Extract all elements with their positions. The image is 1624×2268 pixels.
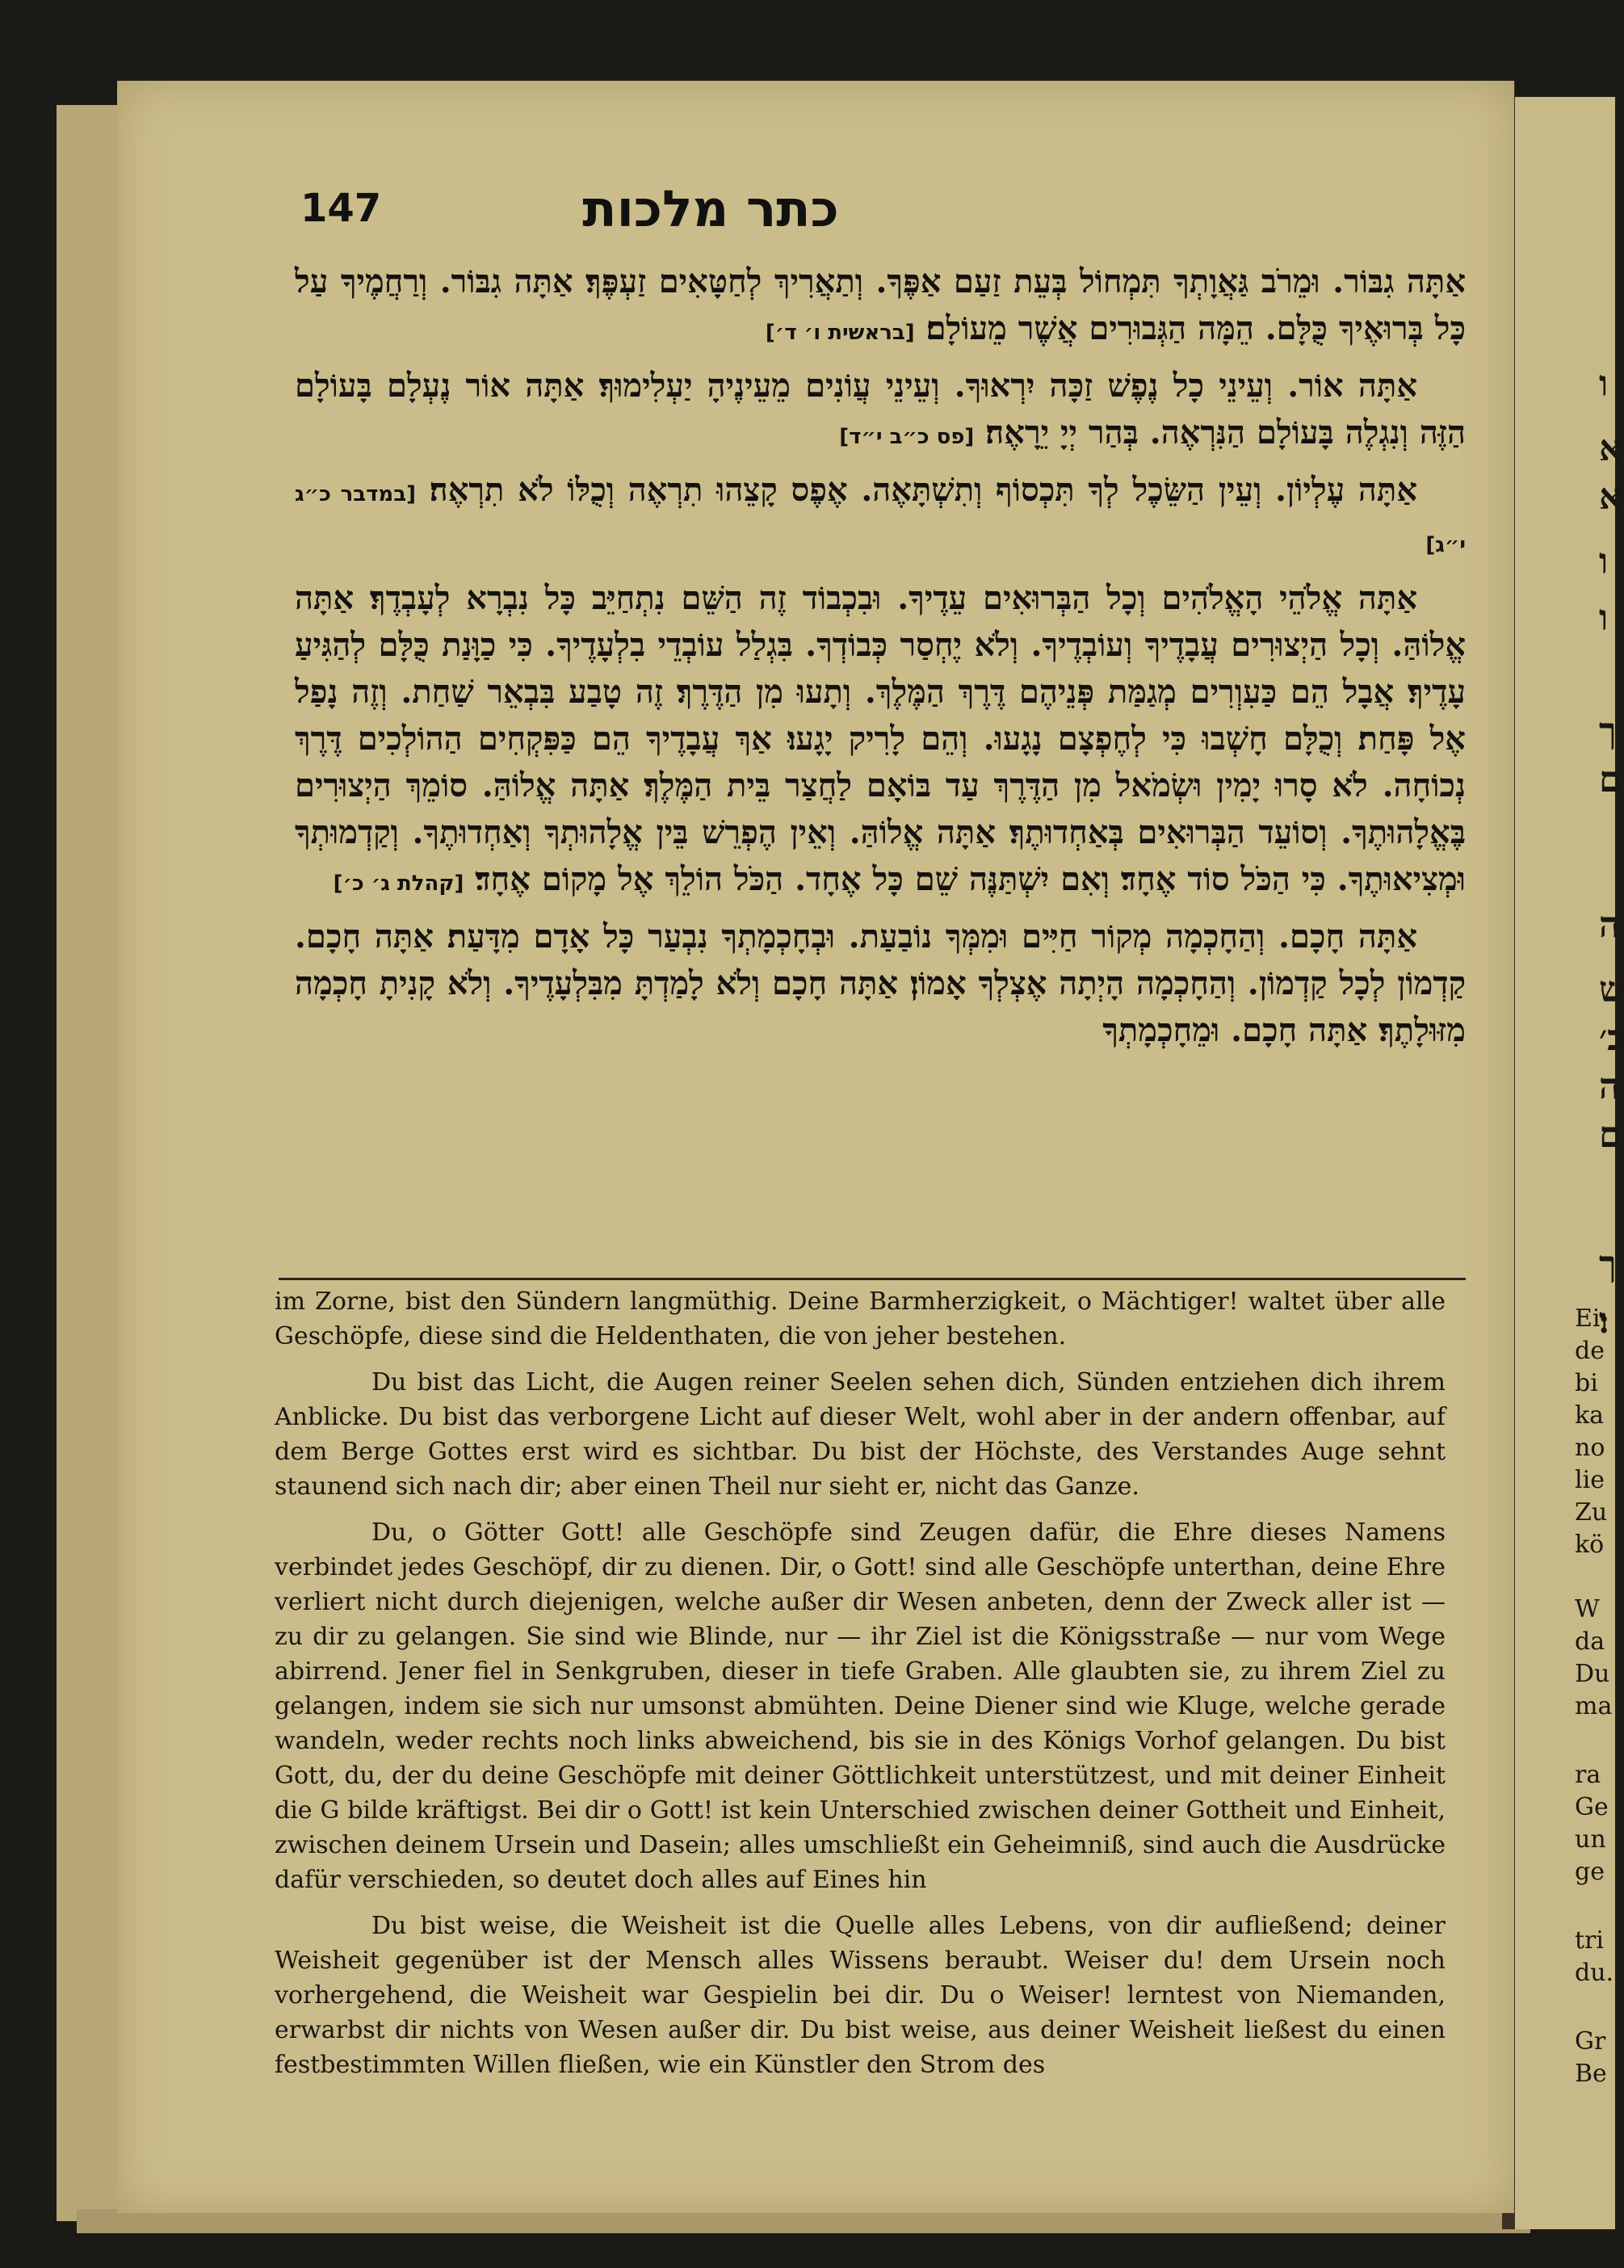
facing-page-hebrew-glyph: ו: [1599, 598, 1609, 639]
facing-page-german-fragment: Ge: [1575, 1793, 1609, 1821]
facing-page-hebrew-glyph: ך: [1599, 1244, 1617, 1285]
facing-page-hebrew-glyph: א: [1599, 477, 1622, 518]
facing-page-hebrew-glyph: ו: [1599, 363, 1609, 405]
facing-page-german-fragment: W: [1575, 1595, 1600, 1623]
german-paragraph: im Zorne, bist den Sündern langmüthig. Deine Barmherzigkeit, o Mächtiger! waltet über alle Geschöpfe, diese sind die Heldenthaten, die von jeher bestehen.: [275, 1287, 1446, 1350]
facing-page-hebrew-glyph: ך: [1599, 711, 1617, 752]
facing-page-hebrew-glyph: א: [1599, 428, 1622, 469]
page-number: 147: [300, 186, 382, 231]
facing-page-hebrew-glyph: ם: [1599, 759, 1622, 800]
facing-page-german-fragment: Ei: [1575, 1304, 1601, 1333]
facing-page-german-fragment: Du: [1575, 1660, 1610, 1688]
hebrew-paragraph: אַתָּה אֱלֹהֵי הָאֱלֹהִים וְכָל הַבְּרוּאִים עֵדֶיךָ. וּבִכְבוֹד זֶה הַשֵּׁם נִתְחַיֵּב כָּל נִבְרָא לְעָבְדֶךָ׃ אַתָּה אֱלוֹהַּ. וְכָל הַיְצוּרִים עֲבָדֶיךָ וְעוֹבְדֶיךָ. וְלֹא יֶחְסַר כְּבוֹדְךָ. בִּגְלַל עוֹבְדֵי בִלְעָדֶיךָ. כִּי כַוָּנַת כֻּלָּם לְהַגִּיעַ עָדֶיךָ׃ אֲבָל הֵם כַּעִוְרִים מְגַמַּת פְּנֵיהֶם דֶּרֶךְ הַמֶּלֶךְ. וְתָעוּ מִן הַדֶּרֶךְ׃ זֶה טָבַע בִּבְאֵר שַׁחַת. וְזֶה נָפַל אֶל פָּחַת׃ וְכֻלָּם חָשְׁבוּ כִּי לְחֶפְצָם נָגָעוּ. וְהֵם לָרִיק יָגָעוּ׃ אַךְ עֲבָדֶיךָ הֵם כַּפִּקְחִים הַהוֹלְכִים דֶּרֶךְ נְכוֹחָה. לֹא סָרוּ יָמִין וּשְׂמֹאל מִן הַדֶּרֶךְ עַד בּוֹאָם לַחֲצַר בֵּית הַמֶּלֶךְ׃ אַתָּה אֱלוֹהַּ. סוֹמֵךְ הַיְצוּרִים בֶּאֱלָהוּתֶךָ. וְסוֹעֵד הַבְּרוּאִים בְּאַחְדוּתֶךָ׃ אַתָּה אֱלוֹהַּ. וְאֵין הֶפְרֵשׁ בֵּין אֱלָהוּתְךָ וְאַחְדוּתֶךָ. וְקַדְמוּתְךָ וּמְצִיאוּתֶךָ. כִּי הַכֹּל סוֹד אֶחָד׃ וְאִם יִשְׁתַּנֶּה שֵׁם כָּל אֶחָד. הַכֹּל הוֹלֵךְ אֶל מָקוֹם אֶחָד׃: [295, 579, 1466, 898]
facing-page-hebrew-glyph: ה: [1599, 905, 1620, 946]
german-translation-block: [275, 1284, 1446, 2094]
hebrew-paragraph: אַתָּה אוֹר. וְעֵינֵי כָל נֶפֶשׁ זַכָּה יִרְאוּךָ. וְעֵינֵי עֲוֹנִים מֵעֵינֶיהָ יַעְלִימוּךָ׃ אַתָּה אוֹר נֶעְלָם בָּעוֹלָם הַזֶּה וְנִגְלֶה בָּעוֹלָם הַנִּרְאֶה. בְּהַר יְיָ יֵרָאֶה׃: [295, 367, 1466, 452]
facing-page-german-fragment: bi: [1575, 1369, 1598, 1397]
section-divider: [279, 1278, 1466, 1280]
facing-page-german-fragment: ra: [1575, 1761, 1601, 1789]
facing-page-german-fragment: Be: [1575, 2060, 1607, 2088]
facing-page-german-fragment: un: [1575, 1825, 1606, 1854]
facing-page-german-fragment: du.: [1575, 1959, 1614, 1987]
german-paragraph: Du bist das Licht, die Augen reiner Seelen sehen dich, Sünden entziehen dich ihrem Anblicke. Du bist das verborgene Licht auf dieser Welt, wohl aber in der andern offenbar, auf dem Berge Gottes erst wird es sichtbar. Du bist der Höchste, des Verstandes Auge sehnt staunend sich nach dir; aber einen Theil nur sieht er, nicht das Ganze.: [275, 1368, 1446, 1501]
verse-reference: [במדבר כ״ג י״ג]: [295, 482, 1466, 557]
facing-page: [1509, 97, 1624, 2229]
verse-reference: [בראשית ו׳ ד׳]: [765, 321, 915, 345]
book-cover-edge: [57, 105, 125, 2221]
facing-page-german-fragment: ge: [1575, 1858, 1605, 1886]
facing-page-german-fragment: Gr: [1575, 2027, 1606, 2056]
facing-page-german-fragment: ma: [1575, 1692, 1613, 1720]
running-title: כתר מלכות: [582, 179, 839, 238]
facing-page-german-fragment: Zu: [1575, 1498, 1608, 1527]
hebrew-text-block: [295, 258, 1466, 1060]
facing-page-german-fragment: da: [1575, 1628, 1605, 1656]
facing-page-german-fragment: lie: [1575, 1466, 1605, 1494]
facing-page-german-fragment: no: [1575, 1434, 1605, 1462]
verse-reference: [פס כ״ב י״ד]: [839, 425, 975, 449]
facing-page-german-fragment: ka: [1575, 1401, 1605, 1430]
hebrew-paragraph: אַתָּה חָכָם. וְהַחָכְמָה מְקוֹר חַיִּים וּמִמְּךָ נוֹבַעַת. וּבְחָכְמָתְךָ נִבְעַר כָּל אָדָם מִדָּעַת׃ אַתָּה חָכָם. קַדְמוֹן לְכָל קַדְמוֹן. וְהַחָכְמָה הָיְתָה אֶצְלְךָ אָמוֹן׃ אַתָּה חָכָם וְלֹא לָמַדְתָּ מִבִּלְעָדֶיךָ. וְלֹא קָנִיתָ חָכְמָה מִזּוּלָתֶךָ׃ אַתָּה חָכָם. וּמֵחָכְמָתְךָ: [295, 918, 1466, 1049]
german-paragraph: Du, o Götter Gott! alle Geschöpfe sind Zeugen dafür, die Ehre dieses Namens verbindet jedes Geschöpf, dir zu dienen. Dir, o Gott! sind alle Geschöpfe unterthan, deine Ehre verliert nicht durch diejenigen, welche außer dir Wesen anbeten, denn der Zweck aller ist — zu dir zu gelangen. Sie sind wie Blinde, nur — ihr Ziel ist die Königsstraße — nur vom Wege abirrend. Jener fiel in Senkgruben, dieser in tiefe Graben. Alle glaubten sie, zu ihrem Ziel zu gelangen, indem sie sich nur umsonst abmühten. Deine Diener sind wie Kluge, welche gerade wandeln, weder rechts noch links abweichend, bis sie in des Königs Vorhof gelangen. Du bist Gott, du, der du deine Geschöpfe mit deiner Göttlichkeit unterstützest, und mit deiner Einheit die G bilde kräftigst. Bei dir o Gott! ist kein Unterschied zwischen deiner Gottheit und Einheit, zwischen deinem Ursein und Dasein; alles umschließt ein Geheimniß, sind auch die Ausdrücke dafür verschieden, so deutet doch alles auf Eines hin: [275, 1518, 1446, 1894]
facing-page-hebrew-glyph: ב׳: [1599, 1018, 1624, 1059]
hebrew-paragraph: אַתָּה עֶלְיוֹן. וְעֵין הַשֵּׂכֶל לְךָ תִּכְסוֹף וְתִשְׁתָּאֶה. אֶפֶס קָצֵהוּ תִרְאֶה וְכֻלּוֹ לֹא תִרְאֶה׃: [429, 471, 1418, 509]
facing-page-hebrew-glyph: ם: [1599, 1115, 1622, 1156]
facing-page-german-fragment: tri: [1575, 1926, 1604, 1955]
facing-page-hebrew-glyph: ו׃: [1599, 1300, 1609, 1342]
facing-page-hebrew-glyph: ו: [1599, 541, 1609, 582]
german-paragraph: Du bist weise, die Weisheit ist die Quelle alles Lebens, von dir aufließend; deiner Weisheit gegenüber ist der Mensch alles Wissens beraubt. Weiser du! dem Ursein noch vorhergehend, die Weisheit war Gespielin bei dir. Du o Weiser! lerntest von Niemanden, erwarbst dir nichts von Wesen außer dir. Du bist weise, aus deiner Weisheit ließest du einen festbestimmten Willen fließen, wie ein Künstler den Strom des: [275, 1912, 1446, 2079]
facing-page-german-fragment: de: [1575, 1337, 1605, 1365]
verse-reference: [קהלת ג׳ כ׳]: [333, 872, 464, 896]
facing-page-hebrew-glyph: ה: [1599, 1066, 1620, 1107]
facing-page-hebrew-glyph: ש: [1599, 969, 1624, 1010]
hebrew-paragraph: אַתָּה גִבּוֹר. וּמֵרֹב גַּאֲוָתְךָ תִּמְחוֹל בְּעֵת זַעַם אַפֶּךָ. וְתַאֲרִיךְ לְחַטָּאִים זַעְפֶּךָ׃ אַתָּה גִבּוֹר. וְרַחֲמֶיךָ עַל כָּל בְּרוּאֶיךָ כֻּלָּם. הֵמָּה הַגְּבוּרִים אֲשֶׁר מֵעוֹלָם׃: [295, 262, 1466, 347]
facing-page-german-fragment: kö: [1575, 1531, 1605, 1559]
